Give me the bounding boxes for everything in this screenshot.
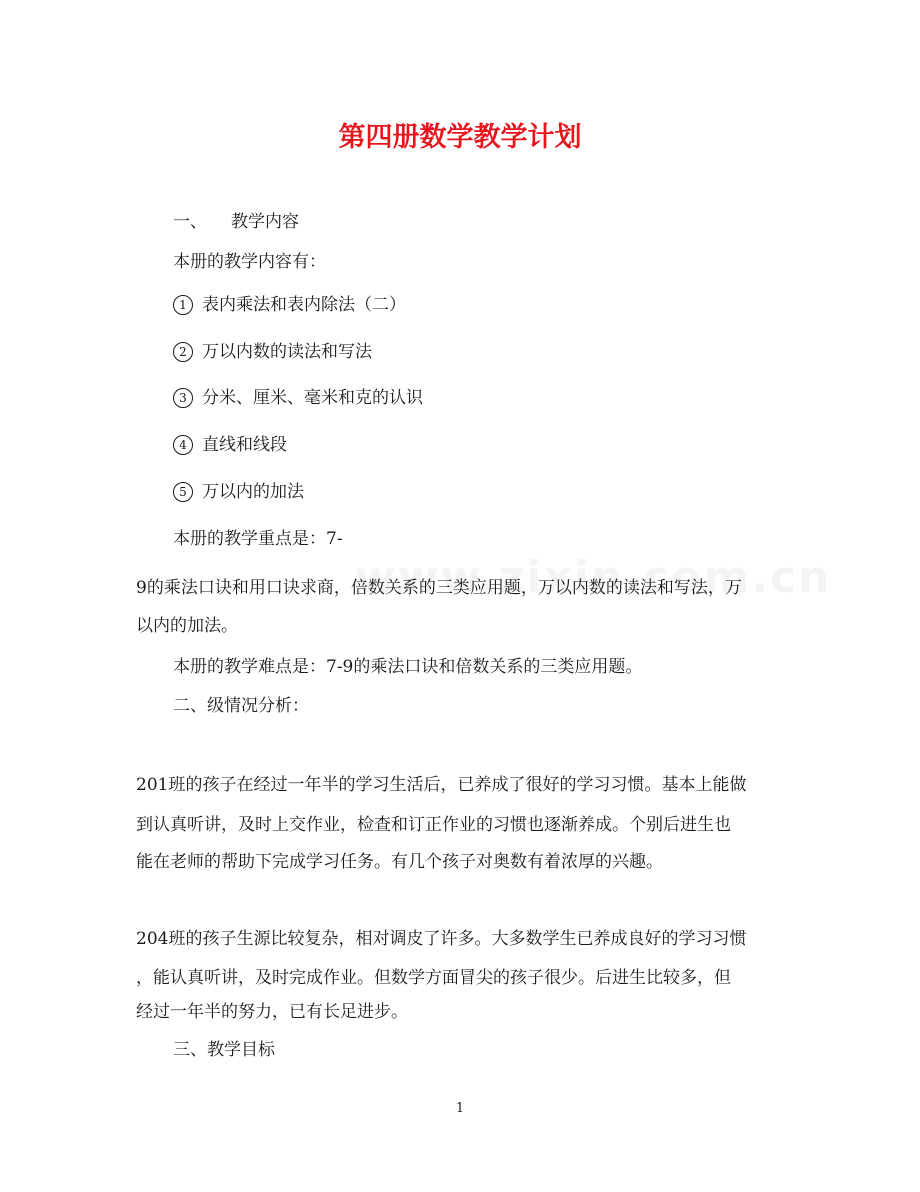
- circled-number: 1: [173, 295, 193, 315]
- class-204-line-1: 204班的孩子生源比较复杂，相对调皮了许多。大多数学生已养成良好的学习习惯: [136, 929, 747, 949]
- list-item-text: 直线和线段: [202, 435, 287, 455]
- class-201-line-2: 到认真听讲，及时上交作业，检查和订正作业的习惯也逐渐养成。个别后进生也: [136, 815, 731, 835]
- section-heading-1: [173, 210, 299, 234]
- difficult-points: 本册的教学难点是：7-9的乘法口诀和倍数关系的三类应用题。: [173, 657, 643, 677]
- list-item-text: 表内乘法和表内除法（二）: [202, 295, 406, 315]
- list-item-text: 分米、厘米、毫米和克的认识: [202, 388, 423, 408]
- page-number: 1: [455, 1101, 465, 1116]
- section-label: 教学内容: [231, 212, 299, 232]
- list-item: [173, 340, 372, 364]
- list-item: [173, 480, 304, 504]
- class-204-line-3: 经过一年半的努力，已有长足进步。: [136, 1002, 408, 1022]
- list-item-text: 万以内数的读法和写法: [202, 342, 372, 362]
- section-heading-2: 二、级情况分析：: [173, 696, 309, 716]
- circled-number: 2: [173, 342, 193, 362]
- circled-number: 4: [173, 435, 193, 455]
- circled-number: 5: [173, 482, 193, 502]
- circled-number: 3: [173, 388, 193, 408]
- key-points-line-1: 本册的教学重点是：7-: [173, 529, 343, 549]
- list-item: [173, 433, 287, 457]
- page-title: 第四册数学教学计划: [338, 122, 582, 153]
- list-item: [173, 386, 423, 410]
- key-points-line-3: 以内的加法。: [136, 616, 238, 636]
- class-201-line-1: 201班的孩子在经过一年半的学习生活后，已养成了很好的学习习惯。基本上能做: [136, 775, 747, 795]
- list-item: [173, 293, 406, 317]
- key-points-line-2: 9的乘法口诀和用口诀求商，倍数关系的三类应用题，万以内数的读法和写法，万: [136, 578, 742, 598]
- section-heading-3: 三、教学目标: [173, 1040, 275, 1060]
- content-intro: 本册的教学内容有：: [173, 252, 326, 272]
- list-item-text: 万以内的加法: [202, 482, 304, 502]
- class-201-line-3: 能在老师的帮助下完成学习任务。有几个孩子对奥数有着浓厚的兴趣。: [136, 852, 663, 872]
- class-204-line-2: ，能认真听讲，及时完成作业。但数学方面冒尖的孩子很少。后进生比较多，但: [136, 968, 731, 988]
- section-number: 一、: [173, 212, 207, 232]
